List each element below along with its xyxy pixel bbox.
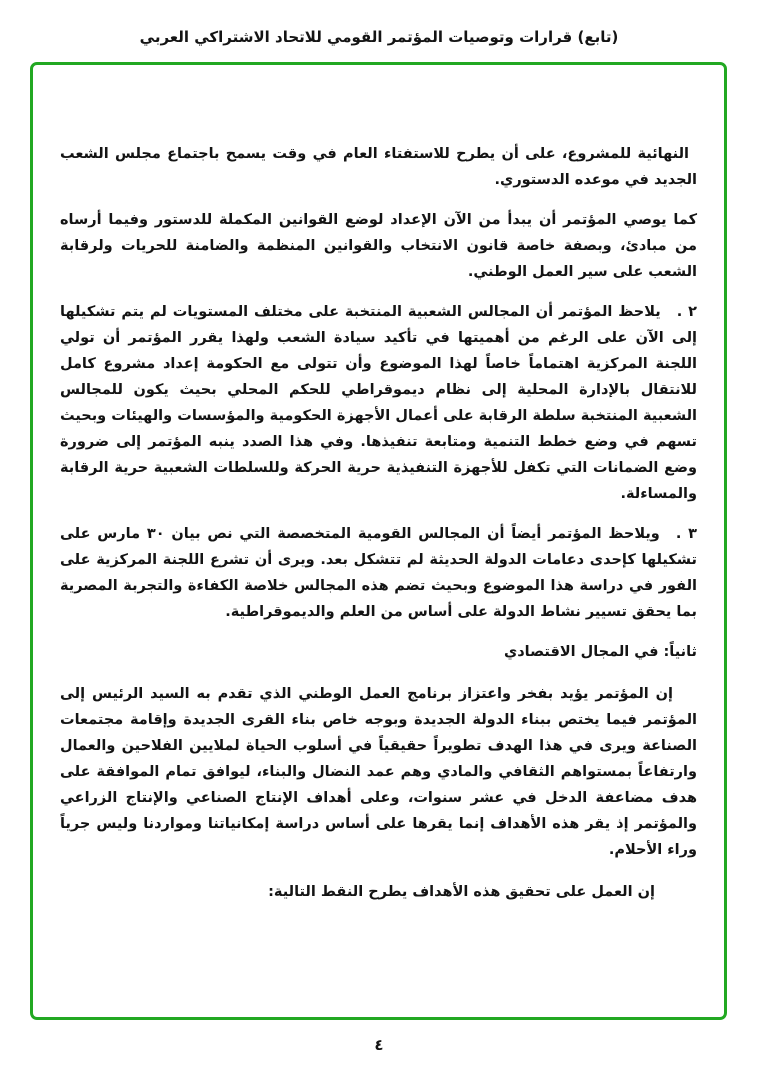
item-2-text: يلاحظ المؤتمر أن المجالس الشعبية المنتخبة على مختلف المستويات لم يتم تشكيلها إلى الآن على الرغم من أهميتها في تأكيد سيادة الشعب ولهذا يقرر المؤتمر أن تولي اللجنة المركزية اهتماماً خاصاً لهذا الموضوع وأن تتولى مع الحكومة إعداد مشروع كامل للانتقال بالإدارة المحلية إلى نظام ديموقراطي للحكم المحلي بحيث يكون للمجالس الشعبية المنتخبة سلطة الرقابة على أعمال الأجهزة الحكومية والمؤسسات والهيئات وبحيث تسهم في وضع خطط التنمية ومتابعة تنفيذها. وفي هذا الصدد ينبه المؤتمر إلى ضرورة وضع الضمانات التي تكفل للأجهزة التنفيذية حرية الحركة وللسلطات الشعبية حرية الرقابة والمساءلة. bbox=[60, 304, 697, 502]
item-3-marker: ٣ . bbox=[675, 526, 697, 542]
paragraph-economic-program: إن المؤتمر يؤيد بفخر واعتزاز برنامج العمل الوطني الذي تقدم به السيد الرئيس إلى المؤتمر فيما يختص ببناء الدولة الجديدة وبوجه خاص بناء القرى الجديدة وإقامة مجتمعات الصناعة ويرى في هذا الهدف تطويراً حقيقياً في أسلوب الحياة لملايين الفلاحين والعمال وارتفاعاً بمستواهم الثقافي والمادي وهم عمد النضال والبناء، ليوافق تمام الموافقة على هدف مضاعفة الدخل في عشر سنوات، وعلى أهداف الإنتاج الصناعي والإنتاج الزراعي والمؤتمر إذ يقر هذه الأهداف إنما يقرها على أساس دراسة إمكانياتنا ومواردنا وليس جرياً وراء الأحلام. bbox=[60, 686, 697, 858]
item-3-text: ويلاحظ المؤتمر أيضاً أن المجالس القومية المتخصصة التي نص بيان ٣٠ مارس على تشكيلها كإحدى دعامات الدولة الحديثة لم تتشكل بعد. ويرى أن تشرع اللجنة المركزية على الفور في دراسة هذا الموضوع وبحيث تضم هذه المجالس خلاصة الكفاءة والتجربة المصرية بما يحقق تسيير نشاط الدولة على أساس من العلم والديموقراطية. bbox=[60, 526, 697, 620]
numbered-item-3 bbox=[60, 521, 697, 625]
paragraph-constitution-laws: كما يوصي المؤتمر أن يبدأ من الآن الإعداد لوضع القوانين المكملة للدستور وفيما أرساه من مبادئ، وبصفة خاصة قانون الانتخاب والقوانين المنظمة والضامنة للحريات ولرقابة الشعب على سير العمل الوطني. bbox=[60, 212, 697, 280]
content-border-frame bbox=[30, 62, 727, 1020]
item-2-marker: ٢ . bbox=[676, 304, 697, 320]
page-number: ٤ bbox=[374, 1036, 384, 1054]
paragraph-project-final: النهائية للمشروع، على أن يطرح للاستفتاء العام في وقت يسمح باجتماع مجلس الشعب الجديد في موعده الدستوري. bbox=[60, 146, 697, 188]
page-header-title: (تابع) قرارات وتوصيات المؤتمر القومي للاتحاد الاشتراكي العربي bbox=[139, 28, 619, 46]
section-heading-economic: ثانياً: في المجال الاقتصادي bbox=[503, 644, 697, 660]
numbered-item-2 bbox=[60, 299, 697, 507]
paragraph-closing-goals: إن العمل على تحقيق هذه الأهداف يطرح النقط التالية: bbox=[268, 884, 655, 900]
